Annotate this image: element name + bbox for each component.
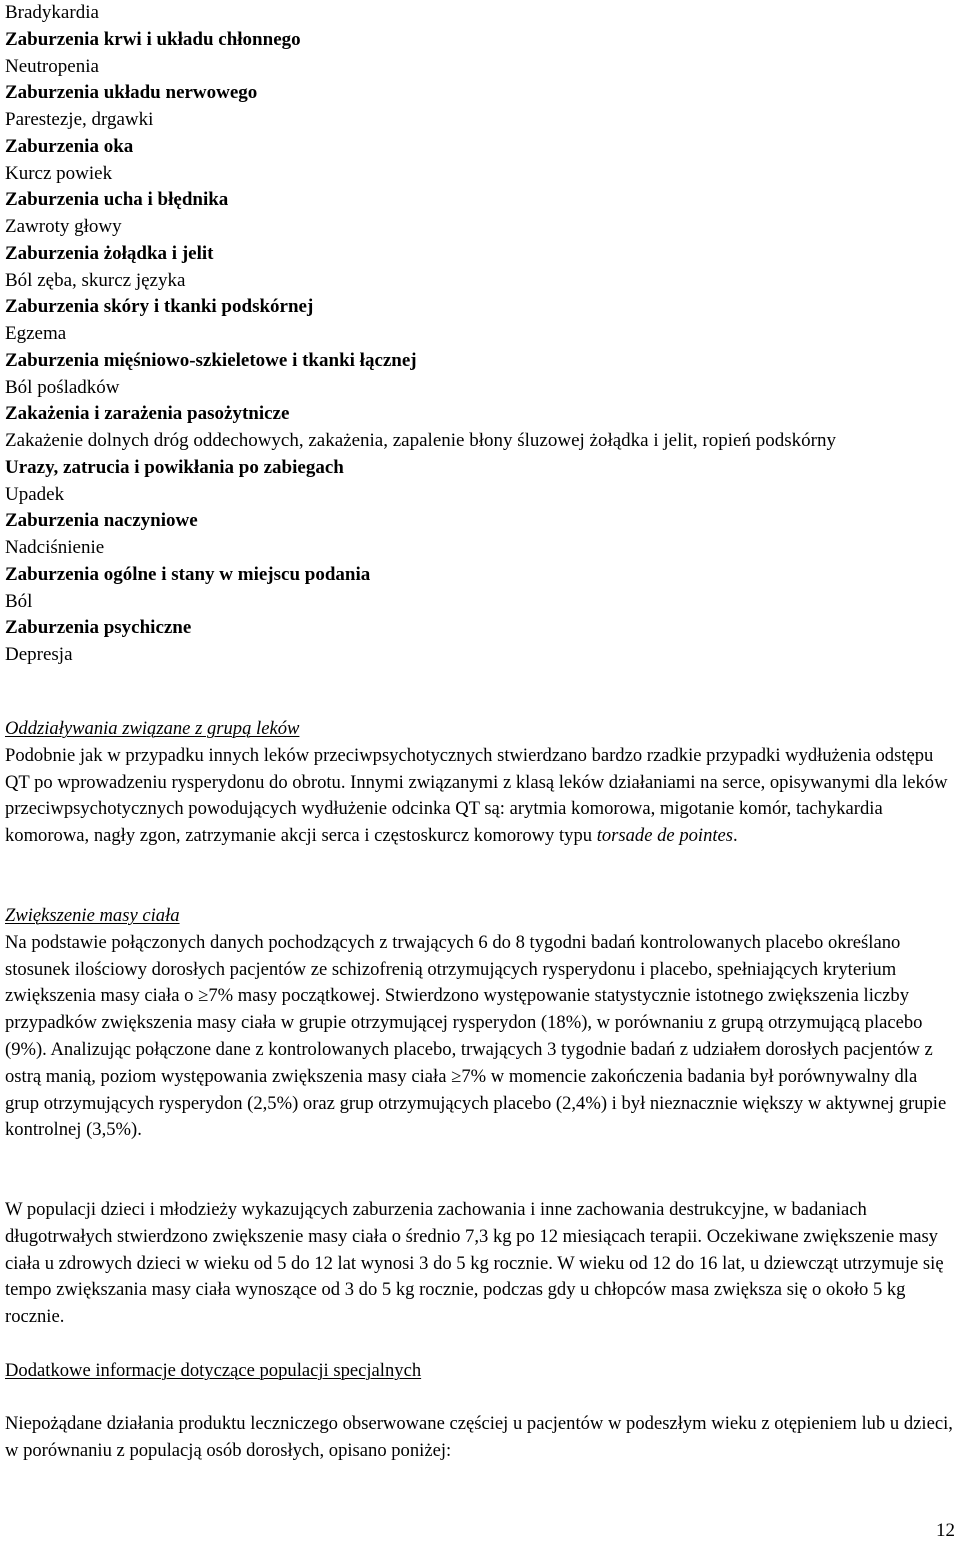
section-heading: Zwiększenie masy ciała [5, 905, 180, 926]
section-heading: Dodatkowe informacje dotyczące populacji specjalnych [5, 1360, 422, 1381]
organ-class-heading: Zaburzenia krwi i układu chłonnego [5, 28, 301, 50]
organ-class-heading: Zakażenia i zarażenia pasożytnicze [5, 403, 290, 425]
adverse-reaction-item: Ból pośladków [5, 376, 120, 398]
adverse-reaction-item: Upadek [5, 483, 65, 505]
organ-class-heading: Zaburzenia ogólne i stany w miejscu podania [5, 563, 371, 585]
paragraph: Niepożądane działania produktu leczniczego obserwowane częściej u pacjentów w podeszłym wieku z otępieniem lub u dzieci, w porównaniu z populacją osób dorosłych, opisano poniżej: [5, 1413, 953, 1461]
page-number: 12 [936, 1520, 955, 1541]
adverse-reaction-item: Parestezje, drgawki [5, 109, 154, 130]
section-heading: Oddziaływania związane z grupą leków [5, 718, 300, 739]
paragraph: Podobnie jak w przypadku innych leków przeciwpsychotycznych stwierdzano bardzo rzadkie przypadki wydłużenia odstępu QT po wprowadzeniu rysperydonu do obrotu. Innymi związanymi z klasą leków działaniami na serce, opisywanymi dla leków przeciwpsychotycznych powodujących wydłużenie odcinka QT są: arytmia komorowa, migotanie komór, tachykardia komorowa, nagły zgon, zatrzymanie akcji serca i częstoskurcz komorowy typu torsade de pointes. [5, 744, 948, 847]
organ-class-heading: Zaburzenia układu nerwowego [5, 82, 258, 104]
adverse-reaction-item: Nadciśnienie [5, 537, 105, 558]
section-elderly [5, 1411, 955, 1465]
organ-class-heading: Zaburzenia naczyniowe [5, 510, 198, 532]
adverse-reaction-item: Bradykardia [5, 2, 99, 23]
paragraph: W populacji dzieci i młodzieży wykazujących zaburzenia zachowania i inne zachowania destrukcyjne, w badaniach długotrwałych stwierdzono zwiększenie masy ciała o średnio 7,3 kg po 12 miesiącach terapii. Oczekiwane zwiększenie masy ciała u zdrowych dzieci w wieku od 5 do 12 lat wynosi 3 do 5 kg rocznie. W wieku od 12 do 16 lat, u dziewcząt utrzymuje się tempo zwiększania masy ciała wynoszące od 3 do 5 kg rocznie, podczas gdy u chłopców masa zwiększa się o około 5 kg rocznie. [5, 1199, 944, 1328]
adverse-reaction-item: Ból zęba, skurcz języka [5, 269, 186, 291]
adverse-reaction-item: Egzema [5, 323, 67, 344]
section-children-weight [5, 1197, 955, 1331]
organ-class-heading: Zaburzenia ucha i błędnika [5, 189, 229, 211]
adverse-reaction-item: Depresja [5, 644, 73, 665]
adverse-reaction-item: Kurcz powiek [5, 162, 113, 184]
organ-class-heading: Zaburzenia skóry i tkanki podskórnej [5, 296, 314, 318]
section-class-interactions [5, 716, 955, 850]
adverse-reaction-item: Zakażenie dolnych dróg oddechowych, zakażenia, zapalenie błony śluzowej żołądka i jelit, ropień podskórny [5, 430, 836, 451]
paragraph: Na podstawie połączonych danych pochodzących z trwających 6 do 8 tygodni badań kontrolowanych placebo określano stosunek ilościowy dorosłych pacjentów ze schizofrenią otrzymujących rysperydonu i placebo, spełniających kryterium zwiększenia masy ciała o ≥7% masy początkowej. Stwierdzono występowanie statystycznie istotnego zwiększenia liczby przypadków zwiększenia masy ciała w grupie otrzymującej rysperydon (18%), w porównaniu z grupą otrzymującą placebo (9%). Analizując połączone dane z kontrolowanych placebo, trwających 3 tygodnie badań z udziałem dorosłych pacjentów z ostrą manią, poziom występowania zwiększenia masy ciała ≥7% w momencie zakończenia badania był porównywalny dla grup otrzymujących rysperydon (2,5%) oraz grup otrzymujących placebo (2,4%) i był nieznacznie większy w aktywnej grupie kontrolnej (3,5%). [5, 931, 947, 1141]
organ-class-heading: Zaburzenia psychiczne [5, 617, 192, 639]
organ-class-heading: Zaburzenia żołądka i jelit [5, 242, 214, 264]
adverse-reaction-item: Ból [5, 590, 33, 612]
adverse-reactions-list [5, 0, 955, 669]
organ-class-heading: Urazy, zatrucia i powikłania po zabiegach [5, 456, 344, 478]
document-page [5, 0, 955, 1461]
adverse-reaction-item: Zawroty głowy [5, 216, 122, 237]
section-special-populations [5, 1358, 421, 1385]
organ-class-heading: Zaburzenia oka [5, 135, 134, 157]
section-weight-gain [5, 903, 955, 1144]
organ-class-heading: Zaburzenia mięśniowo-szkieletowe i tkanki łącznej [5, 349, 417, 371]
adverse-reaction-item: Neutropenia [5, 55, 99, 77]
